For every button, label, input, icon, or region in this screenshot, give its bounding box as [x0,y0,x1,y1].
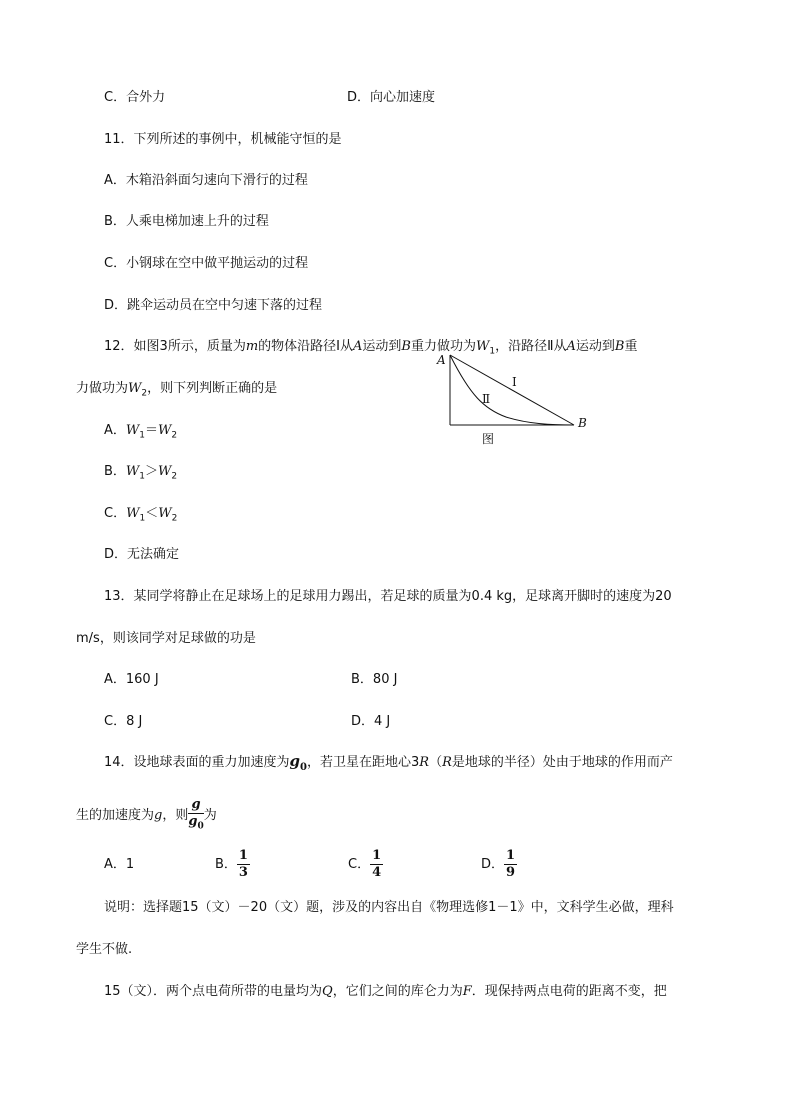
q14-stem-line2: 生的加速度为g，则 $\frac{g}{g_0}$ 为 [76,796,217,832]
q11-stem: 11．下列所述的事例中，机械能守恒的是 [104,132,342,147]
figure-path-1 [450,355,574,425]
q11-option-b: B．人乘电梯加速上升的过程 [104,214,269,229]
figure-path-1-label: Ⅰ [512,375,517,389]
q10-option-d: D．向心加速度 [347,90,436,105]
q11-option-d: D．跳伞运动员在空中匀速下落的过程 [104,298,323,313]
q14-option-a: A．1 [104,857,135,872]
q12-option-c: C．$W_1<W_2$ [104,506,178,524]
figure-label-b: B [578,416,587,430]
q12-option-a: A．$W_1=W_2$ [104,423,178,441]
q13-stem-line1: 13．某同学将静止在足球场上的足球用力踢出，若足球的质量为0.4 kg，足球离开脚时的速度为20 [104,589,672,604]
q10-option-c: C．合外力 [104,90,166,105]
q12-option-b: B．$W_1>W_2$ [104,464,178,482]
q12-stem-line2: 力做功为$W_2$，则下列判断正确的是 [76,381,278,399]
figure-label-a: A [437,353,446,367]
q13-stem-line2: m/s，则该同学对足球做的功是 [76,631,256,646]
q13-option-b: B．80 J [351,672,398,687]
q12-stem-line1: 12．如图3所示，质量为m的物体沿路径Ⅰ从A运动到B重力做功为$W_1$，沿路径Ⅱ从A运动到B重 [104,339,638,357]
note-line1: 说明：选择题15（文）－20（文）题，涉及的内容出自《物理选修1－1》中，文科学生必做，理科 [104,900,674,915]
q14-option-d: D． $\frac{1}{9}$ [481,848,516,880]
q13-option-c: C．8 J [104,714,143,729]
g0-symbol: $g_0$ [289,752,308,773]
q13-option-a: A．160 J [104,672,159,687]
q14-option-b: B． $\frac{1}{3}$ [215,848,248,880]
q12-figure [432,345,602,450]
figure-path-2-label: Ⅱ [482,392,491,406]
q15-stem: 15（文）．两个点电荷所带的电量均为Q，它们之间的库仑力为F．现保持两点电荷的距离不变，把 [104,984,667,999]
q14-option-c: C． $\frac{1}{4}$ [348,848,382,880]
figure-caption: 图 [482,432,495,446]
q14-stem-line1: 14．设地球表面的重力加速度为$g_0$，若卫星在距地心3R（R是地球的半径）处由于地球的作用而产 [104,752,673,773]
q11-option-a: A．木箱沿斜面匀速向下滑行的过程 [104,173,308,188]
q13-option-d: D．4 J [351,714,391,729]
q11-option-c: C．小钢球在空中做平抛运动的过程 [104,256,309,271]
q12-option-d: D．无法确定 [104,547,180,562]
g-over-g0-fraction: $\frac{g}{g_0}$ [188,796,204,832]
note-line2: 学生不做. [76,942,133,957]
